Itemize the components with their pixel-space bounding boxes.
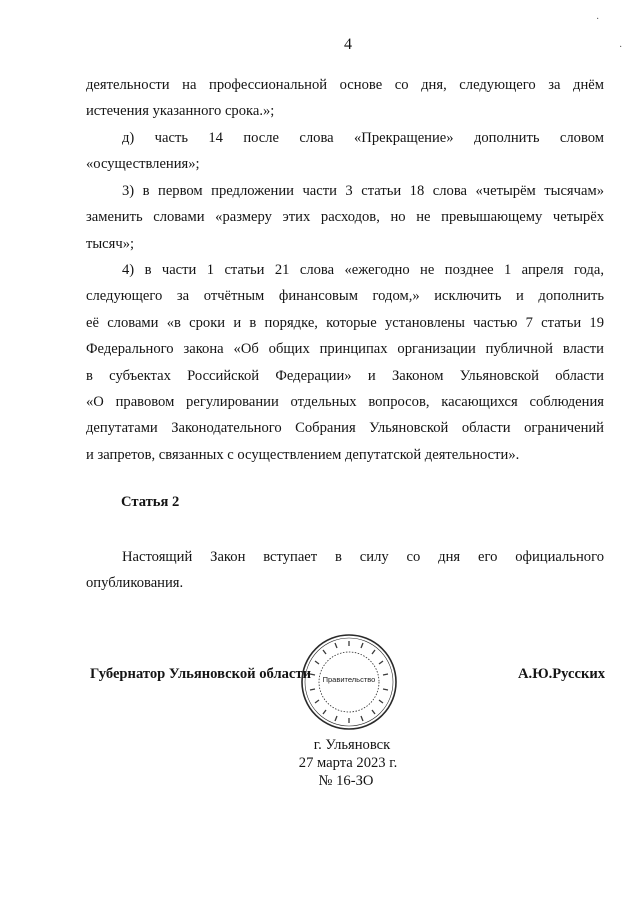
text-line: «осуществления»; — [86, 156, 200, 173]
text-line: и запретов, связанных с осуществлением депутатской деятельности». — [86, 446, 520, 463]
text-line: Настоящий Закон вступает в силу со дня его официального — [122, 549, 604, 565]
paragraph-item-d — [86, 125, 604, 178]
place-city: г. Ульяновск — [313, 737, 391, 753]
page-number: 4 — [344, 36, 352, 53]
text-line: истечения указанного срока.»; — [86, 103, 275, 120]
text-line: опубликования. — [86, 575, 184, 592]
official-seal — [299, 632, 399, 732]
text-line: деятельности на профессиональной основе со дня, следующего за днём — [86, 77, 604, 93]
paragraph-item-4 — [86, 257, 604, 468]
paragraph-continuation — [86, 72, 604, 125]
text-line: тысяч»; — [86, 235, 135, 252]
signatory-name: А.Ю.Русских — [518, 666, 606, 682]
seal-text: Правительство — [322, 675, 376, 684]
adoption-date: 27 марта 2023 г. — [298, 755, 398, 771]
text-line: её словами «в сроки и в порядке, которые установлены частью 7 статьи 19 — [86, 314, 604, 331]
article-text — [86, 544, 604, 597]
text-line: заменить словами «размеру этих расходов, но не превышающему четырёх — [86, 209, 604, 226]
text-line: 4) в части 1 статьи 21 слова «ежегодно не позднее 1 апреля года, — [122, 262, 604, 278]
text-line: «О правовом регулировании отдельных вопросов, касающихся соблюдения — [86, 393, 604, 410]
article-heading: Статья 2 — [121, 494, 180, 510]
text-line: Федерального закона «Об общих принципах организации публичной власти — [86, 341, 604, 358]
scan-speck: · — [596, 14, 600, 25]
text-line: депутатами Законодательного Собрания Ульяновской области ограничений — [86, 420, 604, 437]
text-line: следующего за отчётным финансовым годом,» исключить и дополнить — [86, 288, 604, 305]
paragraph-item-3 — [86, 178, 604, 257]
scan-speck: · — [619, 42, 623, 53]
signatory-title: Губернатор Ульяновской области — [90, 666, 311, 682]
text-line: в субъектах Российской Федерации» и Законом Ульяновской области — [86, 367, 604, 384]
text-line: 3) в первом предложении части 3 статьи 18 слова «четырём тысячам» — [122, 183, 604, 199]
law-number: № 16-ЗО — [318, 773, 374, 789]
text-line: д) часть 14 после слова «Прекращение» дополнить словом — [122, 130, 604, 146]
